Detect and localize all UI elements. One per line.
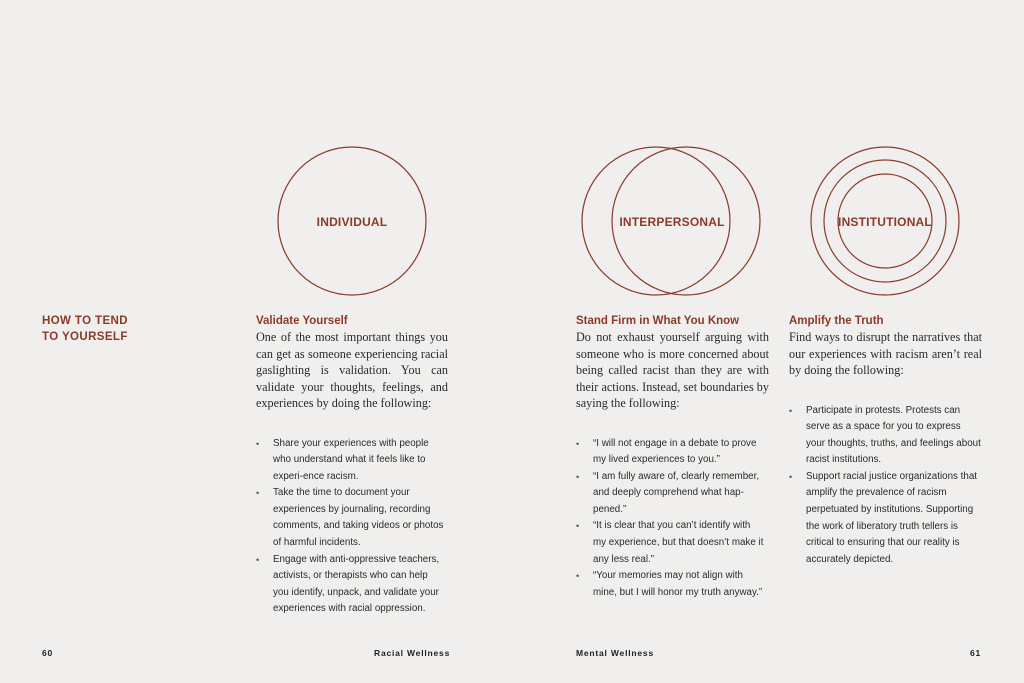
list-item: • “I will not engage in a debate to prove my lived experiences to you.” bbox=[576, 437, 757, 466]
list-item-text: Share your experiences with people who understand what it feels like to experi-ence racism. bbox=[273, 437, 429, 482]
list-item: • Support racial justice organizations that amplify the prevalence of racism perpetuated by institutions. Supporting the work of liberatory truth tellers is critical to ensuring that our reality is accurately depicted. bbox=[789, 470, 977, 565]
side-heading bbox=[42, 313, 172, 345]
bullet-list bbox=[789, 403, 982, 569]
interpersonal-label: INTERPERSONAL bbox=[619, 215, 725, 229]
list-item: • Participate in protests. Protests can serve as a space for you to express your thoughts, truths, and feelings about racist institutions. bbox=[789, 404, 981, 466]
running-title-left: Racial Wellness bbox=[374, 648, 451, 658]
running-title-right: Mental Wellness bbox=[576, 648, 654, 658]
section-title: Validate Yourself bbox=[256, 315, 348, 327]
section-validate-yourself bbox=[256, 314, 448, 618]
list-item: • Engage with anti-oppressive teachers, activists, or therapists who can help you identify, unpack, and validate your experiences with racial oppression. bbox=[256, 553, 440, 615]
list-item: • Take the time to document your experiences by journaling, recording comments, and taking videos or photos of harmful incidents. bbox=[256, 487, 444, 549]
section-stand-firm bbox=[576, 314, 769, 601]
list-item-text: “I am fully aware of, clearly remember, and deeply comprehend what hap-pened.” bbox=[593, 470, 760, 515]
side-heading-line2: TO YOURSELF bbox=[42, 331, 128, 343]
list-item-text: Participate in protests. Protests can serve as a space for you to express your thoughts, truths, and feelings about racist institutions. bbox=[806, 404, 981, 466]
section-body: Find ways to disrupt the narratives that our experiences with racism aren’t real by doing the following: bbox=[789, 330, 982, 377]
list-item: • Share your experiences with people who understand what it feels like to experi-ence racism. bbox=[256, 437, 429, 482]
institutional-label: INSTITUTIONAL bbox=[838, 215, 932, 229]
section-title: Amplify the Truth bbox=[789, 315, 884, 327]
list-item-text: “Your memories may not align with mine, but I will honor my truth anyway.” bbox=[593, 570, 763, 598]
list-item-text: Take the time to document your experiences by journaling, recording comments, and taking videos or photos of harmful incidents. bbox=[273, 487, 444, 549]
individual-label: INDIVIDUAL bbox=[316, 215, 388, 229]
section-amplify-truth bbox=[789, 314, 982, 568]
list-item: • “It is clear that you can’t identify with my experience, but that doesn’t make it any less real.” bbox=[576, 520, 764, 565]
section-body: Do not exhaust yourself arguing with someone who is more concerned about being called racist than they are with their actions. Instead, set boundaries by saying the following: bbox=[576, 330, 769, 410]
list-item-text: Engage with anti-oppressive teachers, activists, or therapists who can help you identify, unpack, and validate your experiences with racial oppression. bbox=[273, 553, 440, 615]
section-body: One of the most important things you can get as someone experiencing racial gaslighting is validation. You can validate your thoughts, feelings, and experiences by doing the following: bbox=[256, 330, 448, 410]
page-number-right: 61 bbox=[970, 648, 982, 658]
list-item: • “Your memories may not align with mine, but I will honor my truth anyway.” bbox=[576, 570, 763, 598]
section-title: Stand Firm in What You Know bbox=[576, 315, 740, 327]
list-item-text: “It is clear that you can’t identify with my experience, but that doesn’t make it any less real.” bbox=[593, 520, 764, 565]
page-number-left: 60 bbox=[42, 648, 54, 658]
bullet-list bbox=[256, 436, 446, 619]
bullet-list bbox=[576, 436, 766, 602]
list-item-text: Support racial justice organizations that amplify the prevalence of racism perpetuated by institutions. Supporting the work of liberatory truth tellers is critical to ensuring that our reality is accurately depicted. bbox=[806, 470, 977, 565]
list-item-text: “I will not engage in a debate to prove my lived experiences to you.” bbox=[593, 437, 757, 466]
side-heading-line1: HOW TO TEND bbox=[42, 315, 128, 327]
list-item: • “I am fully aware of, clearly remember, and deeply comprehend what hap-pened.” bbox=[576, 470, 760, 515]
